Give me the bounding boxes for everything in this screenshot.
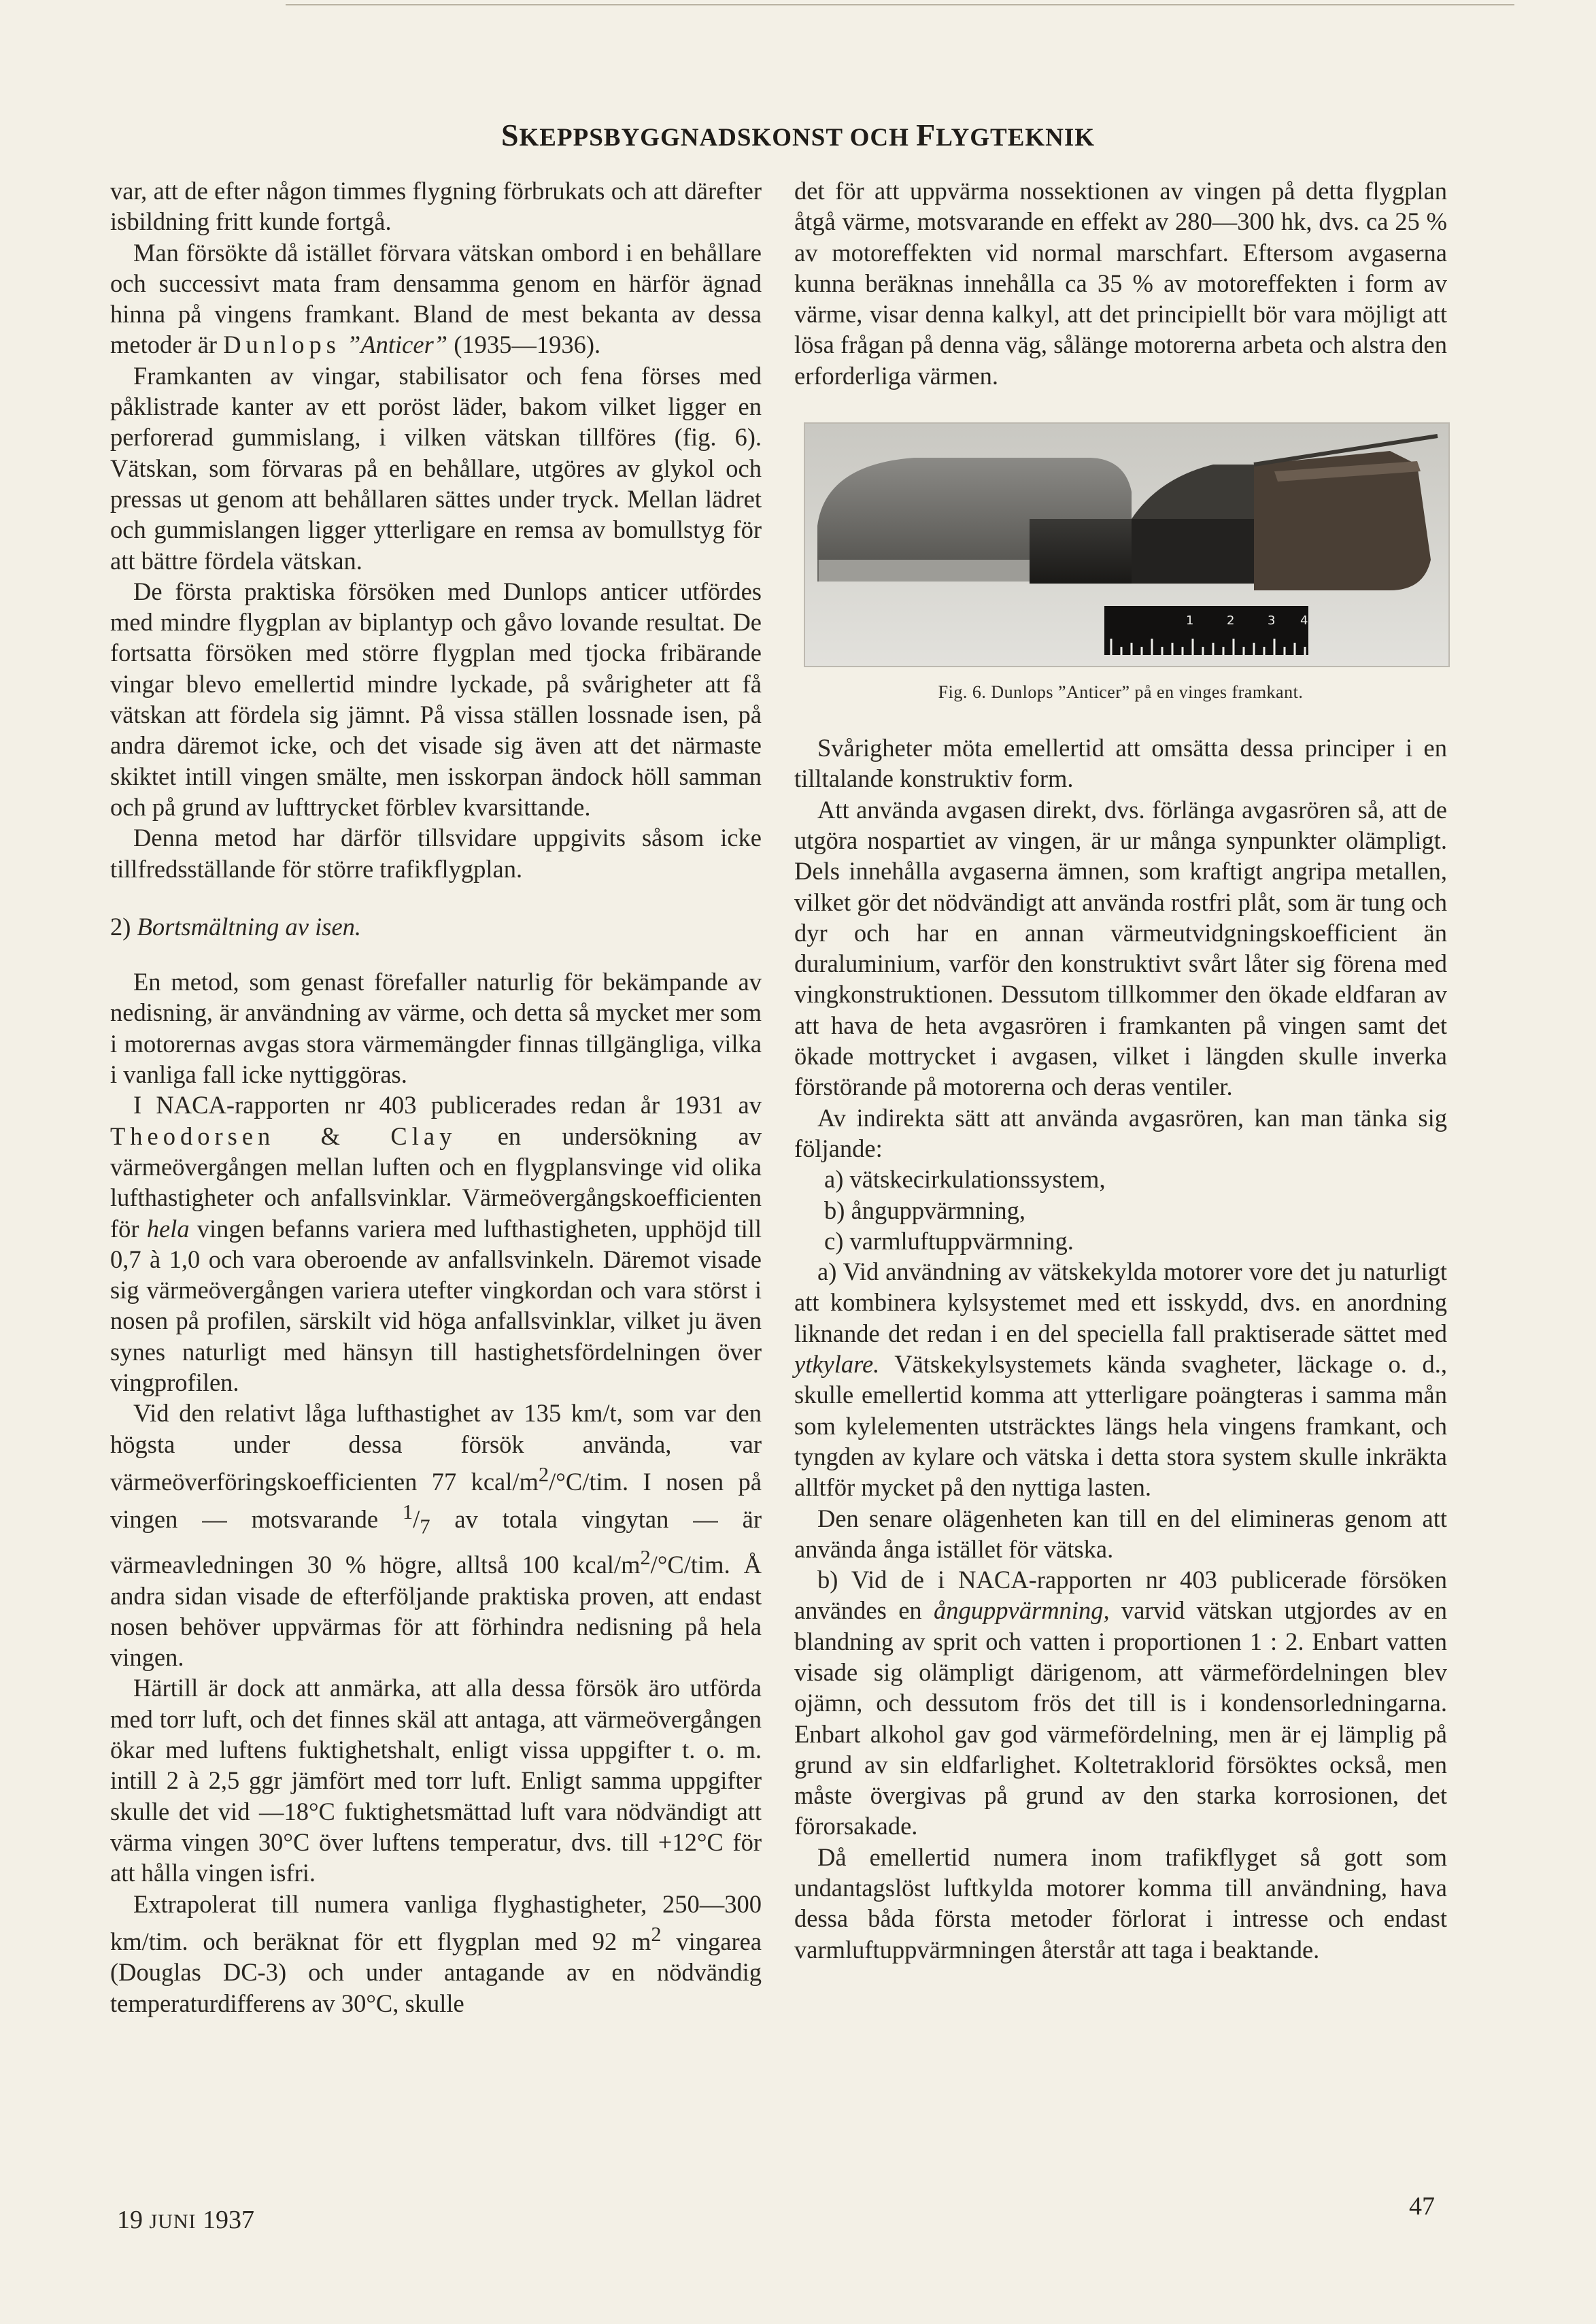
text-run: I NACA-rapporten nr 403 publicerades redan år 1931 av (133, 1091, 762, 1119)
fraction-denominator: 7 (420, 1515, 430, 1538)
figure-caption: Fig. 6. Dunlops ”Anticer” på en vinges framkant. (938, 682, 1304, 703)
paragraph: Då emellertid numera inom trafikflyget så gott som undantagslöst luftkylda motorer komma till användning, hava dessa båda första metoder förlorat i intresse och endast varmluftuppvärmningen återstår att taga i beaktande. (794, 1842, 1447, 1964)
list-item: b) ånguppvärmning, (824, 1196, 1025, 1224)
emphasis: hela (146, 1214, 190, 1243)
text-run: Vid den relativt låga lufthastighet av 135 km/t, som var den högsta under dessa försök använda, var värmeöverföringskoefficienten 77 kcal/m (110, 1399, 762, 1496)
text-run: a) Vid användning av vätskekylda motorer vore det ju naturligt att kombinera kylsystemet med ett isskydd, dvs. en anordning liknande det redan i en del speciella fall praktiserade sättet med (794, 1258, 1447, 1347)
paragraph: Vid den relativt låga lufthastighet av 135 km/t, som var den högsta under dessa försök använda, var värmeöverföringskoefficienten 77 kcal/$m^2/^\circ C$/tim. I nosen på vingen — motsvarande $^1/_7$ av totala vingytan — är värmeavledningen 30 % högre, alltså 100 kcal/$m^2/^\circ C$/tim. Å andra sidan visade de efterföljande praktiska proven, att endast nosen behöver uppvärmas för att förhindra nedisning på hela vingen. (110, 1399, 762, 1672)
list-item: a) vätskecirkulationssystem, (824, 1165, 1106, 1194)
paragraph: det för att uppvärma nossektionen av vingen på detta flygplan åtgå värme, motsvarande en effekt av 280—300 hk, dvs. ca 25 % av motoreffekten vid normal marschfart. Eftersom avgaserna kunna beräknas innehålla ca 35 % av motoreffekten i form av värme, visar denna kalkyl, att det principiellt bör vara möjligt att lösa frågan på denna väg, sålänge motorerna arbeta och alstra den erforderliga värmen. (794, 177, 1447, 390)
page-number: 47 (1409, 2192, 1435, 2221)
header-cap-2: F (916, 118, 936, 152)
figure-6-photo (804, 422, 1450, 667)
measuring-ruler (1104, 606, 1308, 655)
product-name: ”Anticer” (347, 331, 448, 359)
date-month: JUNI (149, 2210, 197, 2233)
list-item: c) varmluftuppvärmning. (824, 1226, 1074, 1255)
ruler-mark: 3 (1268, 613, 1276, 628)
text-run: av totala vingytan — är värmeavledningen 30 % högre, alltså 100 kcal/m (110, 1505, 762, 1579)
author-name: Dunlops (223, 331, 341, 359)
paragraph: Denna metod har därför tillsvidare uppgivits såsom icke tillfredsställande för större trafikflygplan. (110, 824, 762, 883)
superscript: 2 (651, 1922, 662, 1946)
header-word-2: LYGTEKNIK (936, 124, 1096, 152)
ruler-mark: 4 (1300, 613, 1308, 628)
paragraph: En metod, som genast förefaller naturlig för bekämpande av nedisning, är användning av värme, och detta så mycket mer som i motorernas avgas stora värmemängder finnas tillgängliga, vilka i vanliga fall icke nyttiggöras. (110, 968, 762, 1089)
paragraph (110, 1889, 762, 2019)
top-rule (286, 4, 1514, 5)
text-run: varvid vätskan utgjordes av en blandning av sprit och vatten i proportionen 1 : 2. Enbart vatten visade sig olämpligt därigenom, att värmefördelningen blev ojämn, och dessutom frös det till is i kondensorledningarna. Enbart alkohol gav god värmefördelning, men är ej lämplig på grund av sin eldfarlighet. Koltetraklorid försöktes också, men måste övergivas på grund av den starka korrosionen, det förorsakade. (794, 1596, 1448, 1840)
text-run: /°C/tim. Å andra sidan visade de efterföljande praktiska proven, att endast nosen behöver uppvärmas för att förhindra nedisning på hela vingen. (110, 1551, 762, 1672)
paragraph: Framkanten av vingar, stabilisator och fena förses med påklistrade kanter av ett poröst läder, bakom vilket ligger en perforerad gummislang, i vilken vätskan tillföres (fig. 6). Vätskan, som förvaras på en behållare, utgöres av glykol och pressas ut genom att behållaren sättes under tryck. Mellan lädret och gummislangen ligger ytterligare en remsa av bomullstyg för att bättre fördela vätskan. (110, 361, 762, 575)
text-run: en undersökning av värmeövergången mellan luften och en flygplansvinge vid olika lufthastigheter och anfallsvinklar. Värmeövergångskoefficienten för (110, 1122, 762, 1243)
ruler-mark: 2 (1227, 613, 1235, 628)
header-word-1: KEPPSBYGGNADSKONST (519, 124, 843, 152)
leather-edge (1030, 519, 1132, 584)
paragraph: De första praktiska försöken med Dunlops anticer utfördes med mindre flygplan av biplantyp och gåvo lovande resultat. De fortsatta försöken med större flygplan med tjocka fribärande vingar blevo emellertid mindre lyckade, på svårigheter att få vätskan att fördela sig jämnt. På vissa ställen lossnade isen, på andra däremot icke, och det visade sig även att det närmaste skiktet intill vingen smälte, men isskorpan ändock höll samman och på grund av lufttrycket förblev kvarsittande. (110, 577, 762, 821)
superscript: 2 (640, 1546, 651, 1570)
section-number: 2) (110, 912, 137, 941)
paragraph (110, 237, 762, 360)
emphasis: ånguppvärmning, (934, 1596, 1110, 1625)
anticer-wing-photo (805, 424, 1448, 666)
fraction-numerator: 1 (402, 1500, 413, 1524)
text-run: b) Vid de i NACA-rapporten nr 403 publicerade försöken användes en (794, 1566, 1447, 1625)
emphasis: ytkylare. (794, 1350, 880, 1379)
issue-date (117, 2205, 254, 2235)
section-title: Bortsmältning av isen. (137, 912, 362, 941)
section-heading (110, 911, 762, 942)
paragraph: Svårigheter möta emellertid att omsätta dessa principer i en tilltalande konstruktiv form. (794, 734, 1447, 793)
page-header (0, 117, 1596, 153)
text-run: vingarea (Douglas DC-3) och under antagande av en nödvändig temperaturdifferens av 30°C, skulle (110, 1927, 762, 2017)
paragraph (110, 1090, 762, 1398)
paragraph (794, 1564, 1447, 1842)
author-names: Theodorsen & Clay (110, 1122, 457, 1150)
right-column (794, 175, 1447, 1965)
header-cap-1: S (500, 118, 520, 152)
paragraph: Den senare olägenheten kan till en del elimineras genom att använda ånga istället för vätska. (794, 1504, 1447, 1563)
text-run: vingen befanns variera med lufthastigheten, upphöjd till 0,7 à 1,0 och vara oberoende av anfallsvinkeln. Däremot visade sig värmeövergången variera utefter vingkordan och vara störst i nosen på profilen, särskilt vid höga anfallsvinklar, vilket ju även synes naturligt med hänsyn till hastighetsfördelningen över vingprofilen. (110, 1214, 762, 1396)
ruler-mark: 1 (1186, 613, 1194, 628)
date-day: 19 (117, 2206, 150, 2234)
header-joiner: OCH (843, 124, 917, 152)
paragraph: Härtill är dock att anmärka, att alla dessa försök äro utförda med torr luft, och det finnes skäl att antaga, att värmeövergången ökar med luftens fuktighetshalt, enligt vissa uppgifter t. o. m. intill 2 à 2,5 ggr jämfört med torr luft. Enligt samma uppgifter skulle det vid —18°C fuktighetsmättad luft vara nödvändigt att värma vingen 30°C över luftens temperatur, dvs. till +12°C för att hålla vingen isfri. (110, 1674, 762, 1887)
text-run: (1935—1936). (447, 331, 601, 359)
text-run: Man försökte då istället förvara vätskan ombord i en behållare och successivt mata fram densamma genom en härför ägnad hinna på vingens framkant. Bland de mest bekanta av dessa metoder är (110, 238, 762, 359)
paragraph: Att använda avgasen direkt, dvs. förlänga avgasrören så, att de utgöra nospartiet av vingen, är ur många synpunkter olämpligt. Dels innehålla avgaserna ämnen, som kraftigt angripa metallen, vilket gör det nödvändigt att använda rostfri plåt, som är tung och dyr och har en annan värmeutvidgningskoefficient än duraluminium, varför den konstruktivt svårt låter sig förena med vingkonstruktionen. Dessutom tillkommer den ökade eldfaran av att hava de heta avgasrören i framkanten på vingen samt det ökade mottrycket i avgasen, vilket i längden skulle inverka förstörande på motorerna och deras ventiler. (794, 795, 1447, 1101)
text-run: /°C/tim. I nosen på vingen — motsvarande (110, 1468, 762, 1534)
paragraph (794, 1256, 1447, 1502)
left-column (110, 175, 762, 2019)
text-run: Vätskekylsystemets kända svagheter, läckage o. d., skulle emellertid komma att ytterligare poängteras i samma mån som kylelementen utsträcktes längs hela vingens framkant, och tyngden av kylare och vätska i detta stora system skulle inkräkta alltför mycket på den nyttiga lasten. (794, 1350, 1447, 1502)
superscript: 2 (538, 1462, 549, 1486)
paragraph: var, att de efter någon timmes flygning förbrukats och att därefter isbildning fritt kunde fortgå. (110, 177, 762, 236)
date-year: 1937 (196, 2206, 254, 2234)
text-run: Extrapolerat till numera vanliga flyghastigheter, 250—300 km/tim. och beräknat för ett flygplan med 92 m (110, 1889, 762, 1955)
paragraph: Av indirekta sätt att använda avgasrören, kan man tänka sig följande: (794, 1103, 1447, 1162)
